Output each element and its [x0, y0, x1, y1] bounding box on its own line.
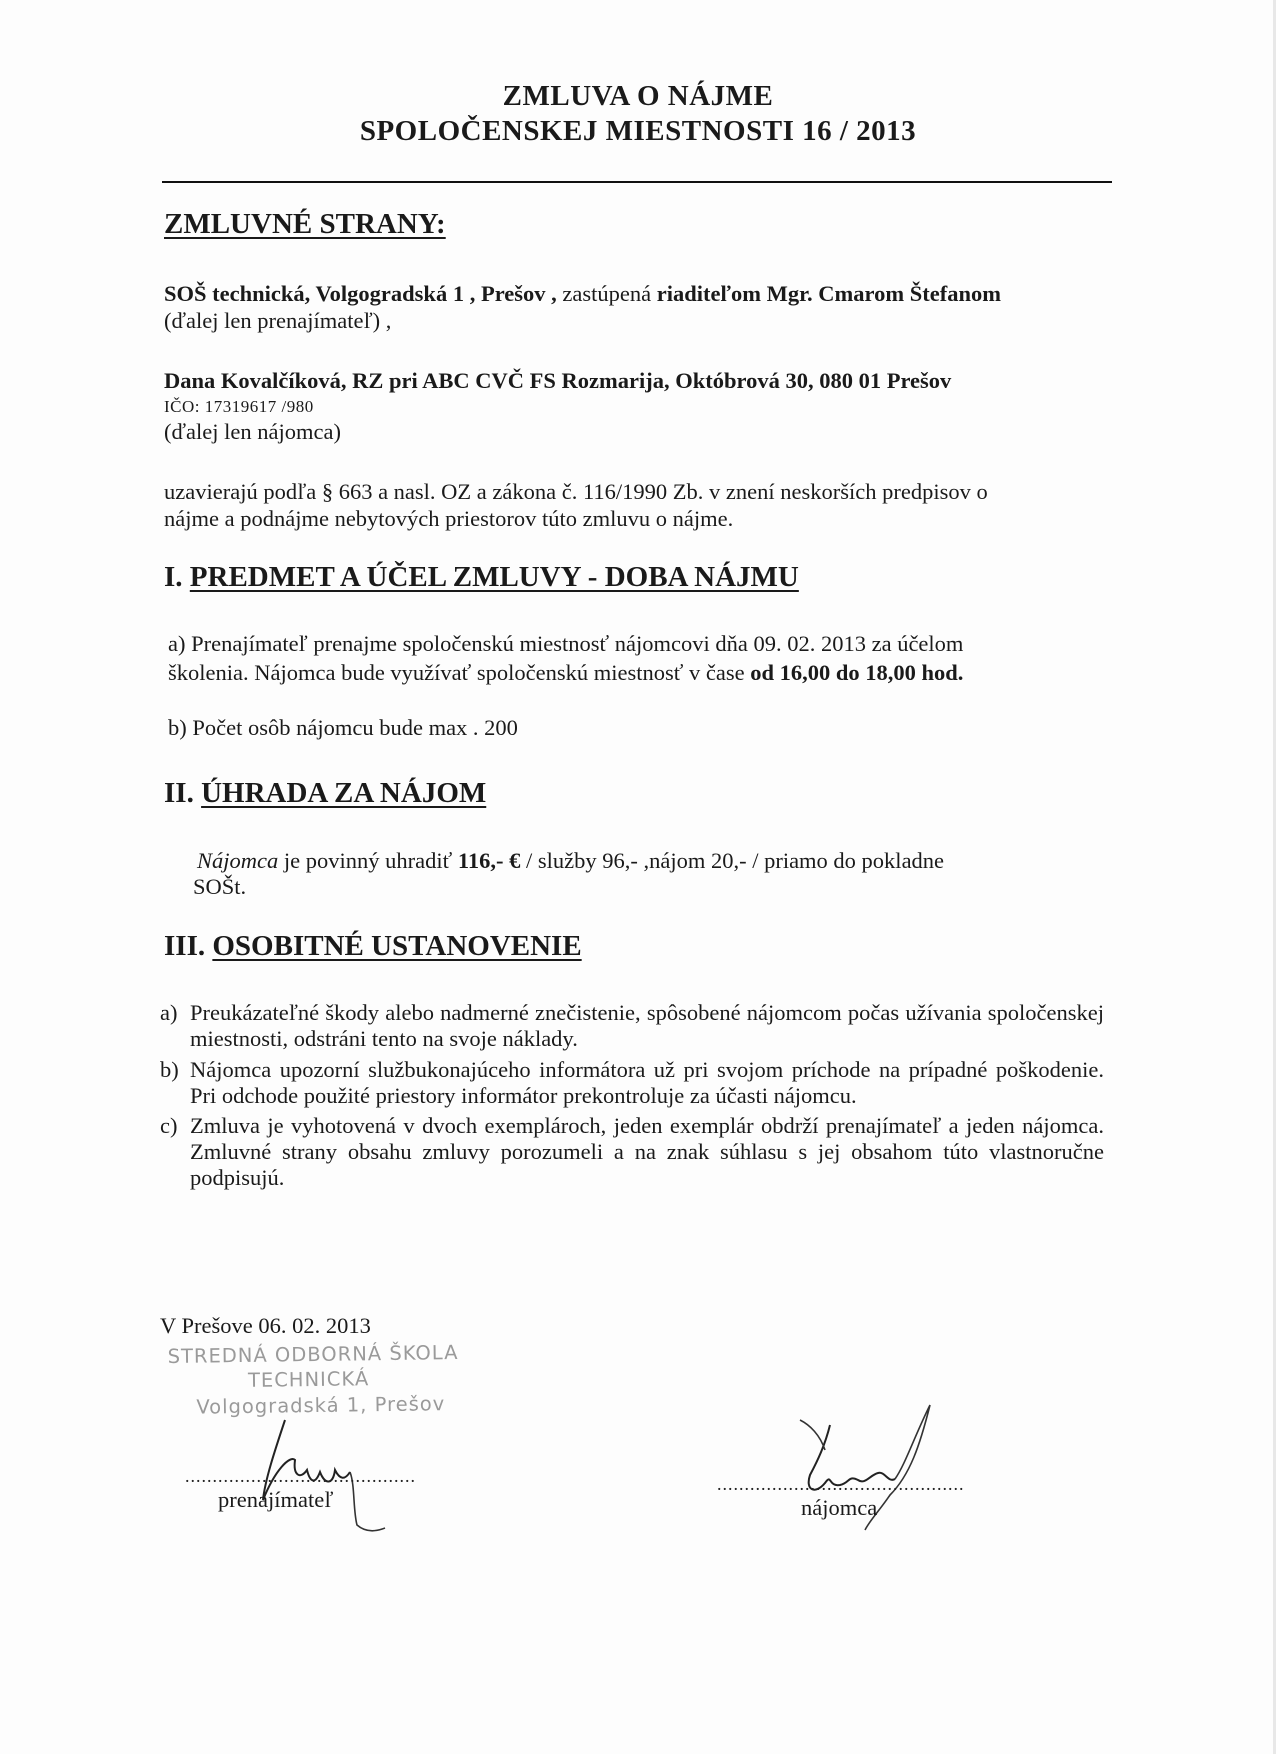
- section-1-a-line-2: školenia. Nájomca bude využívať spoločenskú miestnosť v čase od 16,00 do 18,00 hod.: [168, 660, 964, 685]
- title-line-1: ZMLUVA O NÁJME: [502, 80, 774, 112]
- agreement-line-1: uzavierajú podľa § 663 a nasl. OZ a zákona č. 116/1990 Zb. v znení neskorších predpisov o: [164, 479, 988, 504]
- section-2-line-1: Nájomca je povinný uhradiť 116,- € / služby 96,- ,nájom 20,- / priamo do pokladne: [197, 848, 945, 873]
- stamp-line-3: Volgogradská 1, Prešov: [196, 1392, 446, 1419]
- lessee-name: Dana Kovalčíková, RZ pri ABC CVČ FS Rozmarija, Októbrová 30, 080 01 Prešov: [164, 368, 952, 393]
- lessor-signature-line: ..........................................: [185, 1466, 416, 1486]
- title-line-2: SPOLOČENSKEJ MIESTNOSTI 16 / 2013: [359, 115, 917, 147]
- section-3-heading: III. OSOBITNÉ USTANOVENIE: [164, 930, 582, 962]
- lessee-ico: IČO: 17319617 /980: [164, 397, 314, 416]
- lessor-represented: zastúpená: [556, 281, 657, 306]
- lessor-line: [164, 281, 1001, 307]
- lessor-director: riaditeľom Mgr. Cmarom Štefanom: [656, 281, 1001, 306]
- place-date: V Prešove 06. 02. 2013: [160, 1313, 371, 1338]
- lessee-signature-line: .............................................: [717, 1474, 965, 1494]
- section-3-item-a: a) Preukázateľné škody alebo nadmerné znečistenie, spôsobené nájomcom počas užívania spoločenskej miestnosti, odstráni tento na svoje náklady.: [160, 1000, 1104, 1051]
- section-3-item-c: c) Zmluva je vyhotovená v dvoch exemplároch, jeden exemplár obdrží prenajímateľ a jeden nájomca. Zmluvné strany obsahu zmluvy porozumeli a na znak súhlasu s jej obsahom túto vlastnoručne podpisujú.: [160, 1113, 1104, 1190]
- stamp-line-2: TECHNICKÁ: [247, 1367, 370, 1392]
- lessor-name: SOŠ technická, Volgogradská 1 , Prešov ,: [164, 281, 557, 306]
- section-1-heading: I. PREDMET A ÚČEL ZMLUVY - DOBA NÁJMU: [164, 561, 799, 593]
- lessor-alias: (ďalej len prenajímateľ) ,: [164, 308, 392, 333]
- lessee-sign-label: nájomca: [801, 1495, 878, 1520]
- section-3-item-b: b) Nájomca upozorní službukonajúceho informátora už pri svojom príchode na prípadné poškodenie. Pri odchode použité priestory informátor prekontroluje za účasti nájomcu.: [160, 1057, 1104, 1108]
- lessor-sign-label: prenajímateľ: [218, 1487, 334, 1512]
- lessee-italic: Nájomca: [197, 848, 279, 873]
- parties-heading: ZMLUVNÉ STRANY:: [164, 208, 446, 240]
- section-1-b: b) Počet osôb nájomcu bude max . 200: [168, 715, 518, 740]
- agreement-line-2: nájme a podnájme nebytových priestorov túto zmluvu o nájme.: [164, 506, 734, 531]
- stamp-line-1: STREDNÁ ODBORNÁ ŠKOLA: [167, 1340, 459, 1369]
- lessee-alias: (ďalej len nájomca): [164, 419, 341, 444]
- title-rule: [162, 181, 1112, 183]
- document-title: [0, 80, 1276, 148]
- section-2-heading: II. ÚHRADA ZA NÁJOM: [164, 777, 487, 809]
- section-1-a-line-1: a) Prenajímateľ prenajme spoločenskú miestnosť nájomcovi dňa 09. 02. 2013 za účelom: [168, 631, 964, 656]
- section-2-line-2: SOŠt.: [193, 874, 247, 899]
